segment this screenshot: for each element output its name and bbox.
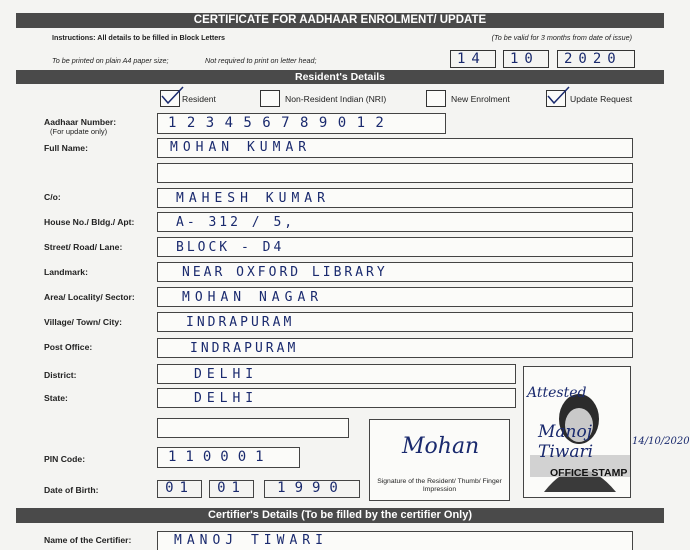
landmark-field[interactable]	[157, 262, 633, 282]
form-title: CERTIFICATE FOR AADHAAR ENROLMENT/ UPDATE	[16, 13, 664, 28]
dob-month-field[interactable]: 01	[209, 480, 254, 498]
attested-handwriting: Attested	[527, 385, 587, 401]
letterhead-note: Not required to print on letter head;	[205, 56, 317, 65]
co-value: MAHESH KUMAR	[176, 191, 330, 206]
area-label: Area/ Locality/ Sector:	[44, 292, 135, 302]
aadhaar-sublabel: (For update only)	[50, 127, 108, 136]
update-request-checkbox[interactable]	[546, 90, 566, 107]
dob-year-field[interactable]: 1990	[264, 480, 360, 498]
dob-label: Date of Birth:	[44, 485, 99, 495]
signature-date: 14/10/2020	[632, 436, 690, 447]
pin-label: PIN Code:	[44, 454, 86, 464]
pin-field[interactable]	[157, 447, 300, 468]
post-office-label: Post Office:	[44, 342, 93, 352]
dob-day-field[interactable]: 01	[157, 480, 202, 498]
house-value: A- 312 / 5,	[176, 215, 296, 230]
new-enrolment-label: New Enrolment	[451, 94, 510, 104]
house-label: House No./ Bldg./ Apt:	[44, 217, 135, 227]
village-field[interactable]	[157, 312, 633, 332]
street-value: BLOCK - D4	[176, 240, 285, 255]
photo-box[interactable]	[523, 366, 690, 498]
co-label: C/o:	[44, 192, 61, 202]
area-value: MOHAN NAGAR	[182, 290, 324, 305]
paper-note: To be printed on plain A4 paper size;	[52, 56, 169, 65]
post-office-value: INDRAPURAM	[190, 341, 299, 356]
village-label: Village/ Town/ City:	[44, 317, 122, 327]
nri-checkbox-label: Non-Resident Indian (NRI)	[285, 94, 387, 104]
district-field[interactable]	[157, 364, 516, 384]
resident-signature: Mohan	[402, 434, 480, 459]
extra-field[interactable]	[157, 418, 349, 438]
nri-checkbox[interactable]	[260, 90, 280, 107]
aadhaar-label: Aadhaar Number:	[44, 117, 117, 127]
house-field[interactable]	[157, 212, 633, 232]
street-label: Street/ Road/ Lane:	[44, 242, 123, 252]
state-label: State:	[44, 393, 68, 403]
full-name-label: Full Name:	[44, 143, 88, 153]
landmark-label: Landmark:	[44, 267, 88, 277]
area-field[interactable]	[157, 287, 633, 307]
checkmark-icon	[545, 85, 571, 105]
village-value: INDRAPURAM	[186, 315, 295, 330]
aadhaar-field[interactable]	[157, 113, 446, 134]
new-enrolment-checkbox[interactable]	[426, 90, 446, 107]
update-request-label: Update Request	[570, 94, 633, 104]
certifier-signature: Manoj Tiwari	[538, 422, 594, 462]
district-value: DELHI	[194, 367, 259, 382]
street-field[interactable]	[157, 237, 633, 257]
full-name-field[interactable]	[157, 138, 633, 158]
instructions-text: Instructions: All details to be filled in Block Letters	[52, 33, 226, 42]
landmark-value: NEAR OXFORD LIBRARY	[182, 265, 388, 280]
signature-caption: Signature of the Resident/ Thumb/ Finger Impression	[377, 478, 502, 493]
resident-section-header: Resident's Details	[16, 70, 664, 84]
pin-value: 110001	[168, 449, 273, 465]
certifier-name-field[interactable]	[157, 531, 633, 550]
date-month-field[interactable]: 10	[503, 50, 549, 68]
full-name-field-line2[interactable]	[157, 163, 633, 183]
date-year-field[interactable]: 2020	[557, 50, 635, 68]
aadhaar-value: 1 2 3 4 5 6 7 8 9 0 1 2	[168, 115, 385, 131]
co-field[interactable]	[157, 188, 633, 208]
office-stamp: OFFICE STAMP	[550, 467, 628, 479]
certifier-section-header: Certifier's Details (To be filled by the certifier Only)	[16, 508, 664, 523]
district-label: District:	[44, 370, 77, 380]
resident-checkbox[interactable]	[160, 90, 180, 107]
validity-note: (To be valid for 3 months from date of issue)	[491, 33, 632, 42]
resident-checkbox-label: Resident	[182, 94, 216, 104]
date-day-field[interactable]: 14	[450, 50, 496, 68]
state-value: DELHI	[194, 391, 259, 406]
full-name-value: MOHAN KUMAR	[170, 140, 312, 155]
certifier-name-label: Name of the Certifier:	[44, 535, 132, 545]
resident-signature-box[interactable]	[369, 419, 510, 501]
state-field[interactable]	[157, 388, 516, 408]
certifier-name-value: MANOJ TIWARI	[174, 533, 328, 548]
post-office-field[interactable]	[157, 338, 633, 358]
